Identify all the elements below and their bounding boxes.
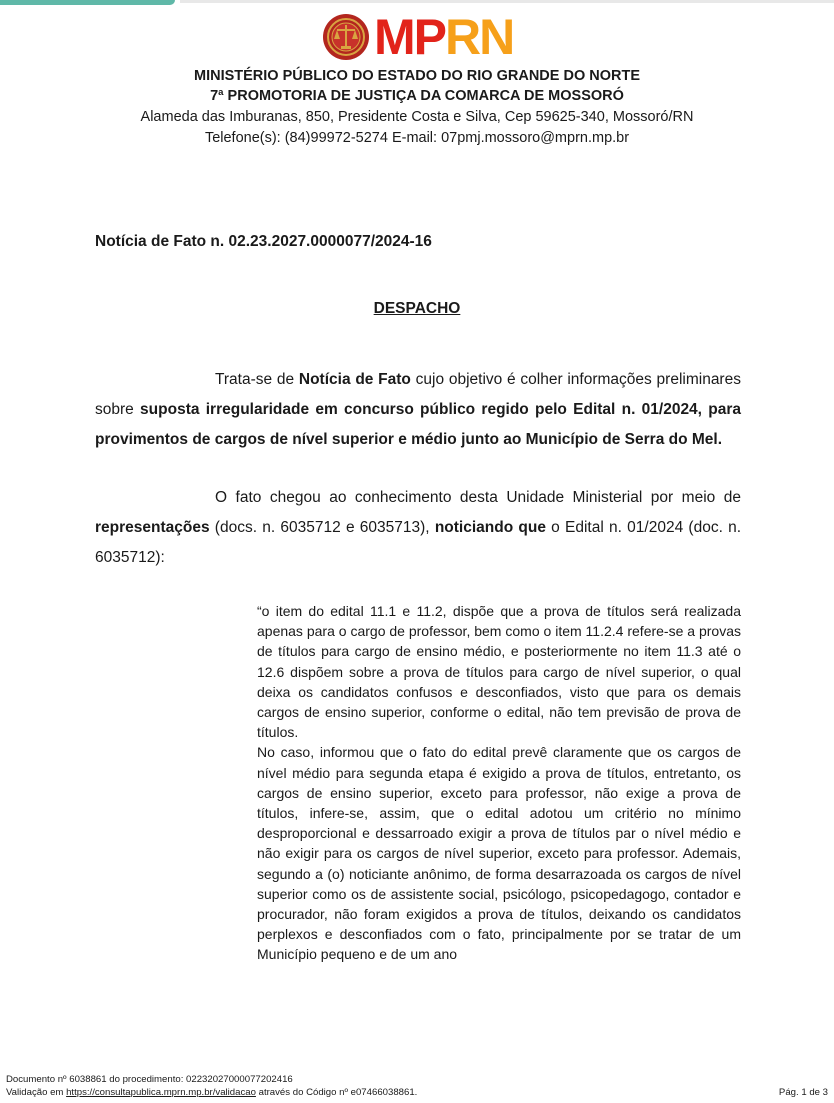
validation-prefix: Validação em	[6, 1087, 67, 1098]
paragraph-1	[95, 365, 741, 455]
institution-name: MINISTÉRIO PÚBLICO DO ESTADO DO RIO GRANDE DO NORTE	[193, 68, 641, 84]
para2-text-3: o Edital n. 01/2024 (doc. n. 6035712):	[95, 519, 742, 566]
block-quote	[257, 601, 741, 965]
office-contact: Telefone(s): (84)99972-5274 E-mail: 07pmj.mossoro@mprn.mp.br	[204, 130, 630, 146]
para1-text-2: cujo objetivo é colher informações preliminares sobre	[95, 371, 741, 418]
quote-paragraph-2: No caso, informou que o fato do edital prevê claramente que os cargos de nível médio para segunda etapa é exigido a prova de títulos, entretanto, os cargos de ensino superior, exceto para professor, não exige a prova de títulos, infere-se, assim, que o edital adotou um critério no mínimo desproporcional e dessarroado exigir a prova de títulos par o nível médio e não exigir para os cargos de nível superior, exceto para professor. Ademais, segundo a (o) noticiante anônimo, de forma desarrazoada os cargos de nível superior como os de assistente social, psicólogo, psicopedagogo, contador e procurador, não foram exigidos a prova de títulos, deixando os candidatos perplexos e desconfiados com o fato, principalmente por se tratar de um Município pequeno e de um ano	[257, 744, 741, 963]
validation-suffix: através do Código nº e07466038861.	[255, 1087, 418, 1098]
document-title: DESPACHO	[373, 300, 461, 317]
validation-link[interactable]: https://consultapublica.mprn.mp.br/validacao	[66, 1087, 256, 1098]
validation-line	[6, 1086, 417, 1099]
logo-mp-text: MP	[374, 9, 445, 65]
para2-text-2: (docs. n. 6035712 e 6035713),	[209, 519, 435, 536]
para1-bold-1: Notícia de Fato	[298, 371, 411, 388]
validation-footer	[6, 1073, 417, 1099]
mprn-logo	[322, 10, 513, 64]
document-reference: Documento nº 6038861 do procedimento: 02232027000077202416	[6, 1074, 293, 1085]
scan-edge-artifact	[0, 0, 175, 5]
logo-rn-text: RN	[445, 9, 514, 65]
para1-text-1: Trata-se de	[215, 371, 299, 388]
para1-bold-2: suposta irregularidade em concurso público regido pelo Edital n. 01/2024, para provimentos de cargos de nível superior e médio junto ao Município de Serra do Mel.	[95, 401, 741, 448]
para2-bold-2: noticiando que	[434, 519, 546, 536]
quote-paragraph-1: “o item do edital 11.1 e 11.2, dispõe que a prova de títulos será realizada apenas para o cargo de professor, bem como o item 11.2.4 refere-se a provas de títulos para cargo de ensino médio, e posteriormente no item 11.3 até o 12.6 dispõem sobre a prova de títulos para cargo de nível superior, o qual deixa os candidatos confusos e desconfiados, visto que para os demais cargos de ensino superior, conforme o edital, não tem previsão de prova de títulos.	[257, 603, 741, 741]
paragraph-2	[95, 483, 741, 573]
scan-edge-artifact	[180, 0, 834, 3]
page-number: Pág. 1 de 3	[778, 1087, 828, 1098]
seal-icon	[322, 13, 370, 61]
office-address: Alameda das Imburanas, 850, Presidente Costa e Silva, Cep 59625-340, Mossoró/RN	[140, 109, 694, 125]
notice-number: Notícia de Fato n. 02.23.2027.0000077/2024-16	[95, 233, 432, 250]
office-name: 7ª PROMOTORIA DE JUSTIÇA DA COMARCA DE MOSSORÓ	[210, 88, 624, 104]
para2-text-1: O fato chegou ao conhecimento desta Unidade Ministerial por meio de	[215, 489, 741, 506]
para2-bold-1: representações	[95, 519, 210, 536]
